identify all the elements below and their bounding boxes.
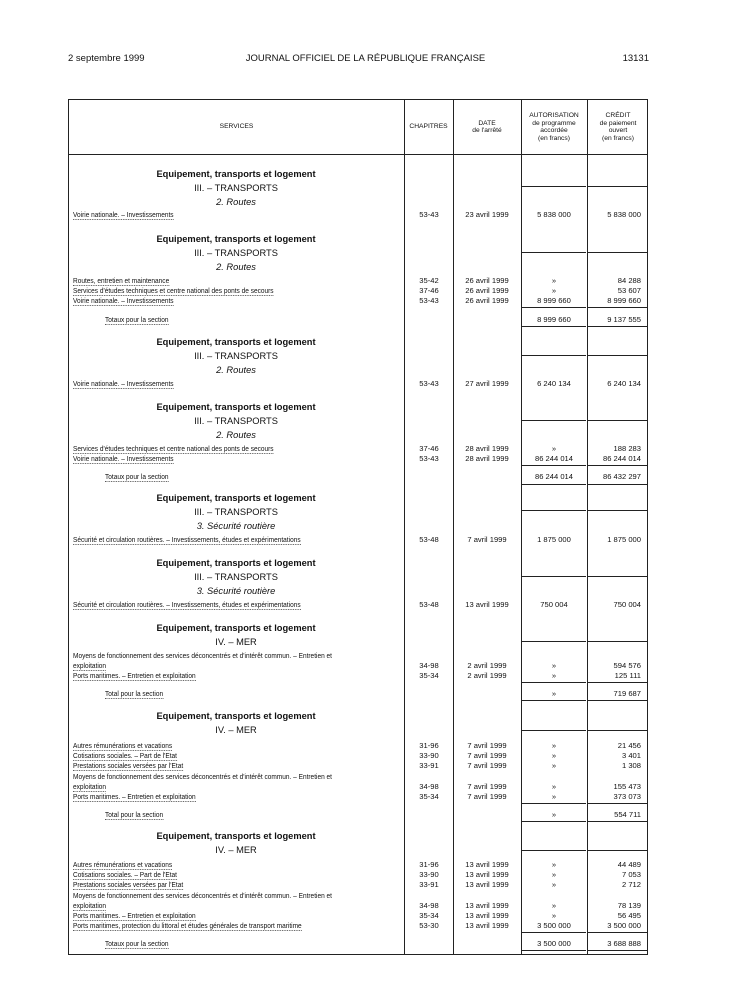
row-label: Voirie nationale. – Investissements bbox=[73, 296, 174, 305]
row-label: Routes, entretien et maintenance bbox=[73, 276, 170, 285]
journal-title: JOURNAL OFFICIEL DE LA RÉPUBLIQUE FRANÇAISE bbox=[245, 53, 486, 64]
header-credit: CRÉDIT de paiement ouvert (en francs) bbox=[599, 112, 637, 142]
row-label: exploitation bbox=[73, 901, 107, 910]
row-autorisation: » bbox=[551, 741, 557, 750]
rule bbox=[588, 682, 647, 683]
row-chapitre: 35-34 bbox=[419, 911, 439, 920]
row-label: Cotisations sociales. – Part de l'Etat bbox=[73, 751, 177, 760]
row-autorisation: » bbox=[551, 761, 557, 770]
rule bbox=[588, 803, 647, 804]
section-heading: IV. – MER bbox=[215, 637, 257, 647]
row-credit: 750 004 bbox=[613, 600, 641, 609]
row-credit: 1 875 000 bbox=[607, 535, 641, 544]
rule bbox=[588, 700, 647, 701]
row-label: Moyens de fonctionnement des services déconcentrés et d'intérêt commun. – Entretien et bbox=[73, 891, 332, 900]
section-heading: III. – TRANSPORTS bbox=[194, 183, 278, 193]
row-credit: 78 139 bbox=[617, 901, 641, 910]
row-label: Prestations sociales versées par l'Etat bbox=[73, 880, 184, 889]
section-heading: 2. Routes bbox=[216, 262, 256, 272]
total-label: Total pour la section bbox=[105, 689, 164, 698]
section-heading: 3. Sécurité routière bbox=[196, 521, 276, 531]
row-autorisation: 750 004 bbox=[540, 600, 568, 609]
row-credit: 3 401 bbox=[621, 751, 641, 760]
row-credit: 3 500 000 bbox=[607, 921, 641, 930]
rule bbox=[588, 730, 647, 731]
row-date: 7 avril 1999 bbox=[467, 792, 507, 801]
rule bbox=[522, 682, 586, 683]
rule bbox=[588, 576, 647, 577]
rule bbox=[588, 186, 647, 187]
header-date: DATE de l'arrêté bbox=[472, 119, 502, 134]
row-autorisation: 6 240 134 bbox=[537, 379, 571, 388]
section-heading: Equipement, transports et logement bbox=[156, 493, 316, 503]
row-chapitre: 37-46 bbox=[419, 444, 439, 453]
row-credit: 6 240 134 bbox=[607, 379, 641, 388]
row-label: Voirie nationale. – Investissements bbox=[73, 379, 174, 388]
table-header-row bbox=[69, 100, 647, 155]
rule bbox=[588, 252, 647, 253]
column-divider bbox=[521, 100, 522, 954]
row-date: 26 avril 1999 bbox=[465, 296, 509, 305]
section-heading: 2. Routes bbox=[216, 365, 256, 375]
credits-table bbox=[68, 99, 648, 955]
rule bbox=[522, 484, 586, 485]
row-chapitre: 31-96 bbox=[419, 860, 439, 869]
row-autorisation: 1 875 000 bbox=[537, 535, 571, 544]
row-date: 13 avril 1999 bbox=[465, 901, 509, 910]
row-chapitre: 53-48 bbox=[419, 600, 439, 609]
section-heading: IV. – MER bbox=[215, 845, 257, 855]
row-chapitre: 35-34 bbox=[419, 792, 439, 801]
section-heading: Equipement, transports et logement bbox=[156, 234, 316, 244]
rule bbox=[588, 821, 647, 822]
row-label: Ports maritimes. – Entretien et exploitation bbox=[73, 911, 196, 920]
row-chapitre: 53-43 bbox=[419, 296, 439, 305]
row-date: 2 avril 1999 bbox=[467, 661, 507, 670]
section-heading: 2. Routes bbox=[216, 197, 256, 207]
row-chapitre: 53-30 bbox=[419, 921, 439, 930]
row-credit: 7 053 bbox=[621, 870, 641, 879]
row-autorisation: 86 244 014 bbox=[534, 454, 573, 463]
row-credit: 373 073 bbox=[613, 792, 641, 801]
row-chapitre: 53-43 bbox=[419, 210, 439, 219]
row-label: Autres rémunérations et vacations bbox=[73, 741, 173, 750]
row-autorisation: » bbox=[551, 276, 557, 285]
total-label: Total pour la section bbox=[105, 810, 164, 819]
row-label: Voirie nationale. – Investissements bbox=[73, 210, 174, 219]
row-credit: 125 111 bbox=[614, 671, 641, 680]
row-date: 13 avril 1999 bbox=[465, 921, 509, 930]
column-divider bbox=[587, 100, 588, 954]
section-heading: 2. Routes bbox=[216, 430, 256, 440]
rule bbox=[522, 821, 586, 822]
row-chapitre: 33-90 bbox=[419, 751, 439, 760]
rule bbox=[522, 465, 586, 466]
row-label: Voirie nationale. – Investissements bbox=[73, 454, 174, 463]
row-credit: 84 288 bbox=[617, 276, 641, 285]
row-chapitre: 34-98 bbox=[419, 901, 439, 910]
rule bbox=[588, 355, 647, 356]
rule bbox=[588, 484, 647, 485]
row-chapitre: 34-98 bbox=[419, 661, 439, 670]
header-autorisation: AUTORISATION de programme accordée (en francs) bbox=[529, 112, 579, 142]
row-autorisation: 3 500 000 bbox=[537, 921, 571, 930]
row-autorisation: » bbox=[551, 860, 557, 869]
rule bbox=[522, 950, 586, 951]
row-autorisation: » bbox=[551, 286, 557, 295]
rule bbox=[588, 950, 647, 951]
rule bbox=[522, 252, 586, 253]
rule bbox=[522, 326, 586, 327]
row-date: 23 avril 1999 bbox=[465, 210, 509, 219]
rule bbox=[588, 420, 647, 421]
row-date: 2 avril 1999 bbox=[467, 671, 507, 680]
row-date: 28 avril 1999 bbox=[465, 444, 509, 453]
column-divider bbox=[404, 100, 405, 954]
rule bbox=[522, 510, 586, 511]
row-chapitre: 33-91 bbox=[419, 761, 439, 770]
row-label: Moyens de fonctionnement des services déconcentrés et d'intérêt commun. – Entretien et bbox=[73, 651, 332, 660]
row-credit: 1 308 bbox=[621, 761, 641, 770]
section-heading: Equipement, transports et logement bbox=[156, 169, 316, 179]
rule bbox=[522, 186, 586, 187]
section-heading: III. – TRANSPORTS bbox=[194, 507, 278, 517]
section-heading: Equipement, transports et logement bbox=[156, 402, 316, 412]
rule bbox=[522, 307, 586, 308]
rule bbox=[588, 307, 647, 308]
rule bbox=[522, 803, 586, 804]
header-services: SERVICES bbox=[219, 123, 254, 131]
section-heading: III. – TRANSPORTS bbox=[194, 351, 278, 361]
rule bbox=[588, 850, 647, 851]
total-label: Totaux pour la section bbox=[105, 939, 169, 948]
section-heading: Equipement, transports et logement bbox=[156, 337, 316, 347]
rule bbox=[522, 420, 586, 421]
row-autorisation: » bbox=[551, 671, 557, 680]
row-credit: 155 473 bbox=[613, 782, 641, 791]
row-autorisation: » bbox=[551, 911, 557, 920]
row-date: 27 avril 1999 bbox=[465, 379, 509, 388]
rule bbox=[522, 932, 586, 933]
row-date: 7 avril 1999 bbox=[467, 761, 507, 770]
row-chapitre: 53-48 bbox=[419, 535, 439, 544]
row-chapitre: 31-96 bbox=[419, 741, 439, 750]
row-date: 7 avril 1999 bbox=[467, 535, 507, 544]
row-credit: 9 137 555 bbox=[607, 315, 641, 324]
section-heading: III. – TRANSPORTS bbox=[194, 248, 278, 258]
row-credit: 2 712 bbox=[621, 880, 641, 889]
row-credit: 53 607 bbox=[617, 286, 641, 295]
row-date: 26 avril 1999 bbox=[465, 276, 509, 285]
row-label: Prestations sociales versées par l'Etat bbox=[73, 761, 184, 770]
row-chapitre: 35-34 bbox=[419, 671, 439, 680]
section-heading: Equipement, transports et logement bbox=[156, 711, 316, 721]
row-credit: 44 489 bbox=[617, 860, 641, 869]
row-date: 13 avril 1999 bbox=[465, 870, 509, 879]
row-autorisation: 3 500 000 bbox=[537, 939, 571, 948]
rule bbox=[522, 700, 586, 701]
row-label: Services d'études techniques et centre national des ponts de secours bbox=[73, 444, 274, 453]
row-chapitre: 35-42 bbox=[419, 276, 439, 285]
row-chapitre: 33-91 bbox=[419, 880, 439, 889]
row-date: 13 avril 1999 bbox=[465, 911, 509, 920]
rule bbox=[588, 932, 647, 933]
section-heading: III. – TRANSPORTS bbox=[194, 572, 278, 582]
row-label: Cotisations sociales. – Part de l'Etat bbox=[73, 870, 177, 879]
column-divider bbox=[453, 100, 454, 954]
row-autorisation: 86 244 014 bbox=[534, 472, 573, 481]
row-credit: 554 711 bbox=[614, 810, 641, 819]
row-credit: 3 688 888 bbox=[607, 939, 641, 948]
row-autorisation: » bbox=[551, 689, 557, 698]
row-credit: 594 576 bbox=[613, 661, 641, 670]
row-chapitre: 33-90 bbox=[419, 870, 439, 879]
rule bbox=[522, 730, 586, 731]
row-chapitre: 53-43 bbox=[419, 454, 439, 463]
row-autorisation: 5 838 000 bbox=[537, 210, 571, 219]
row-credit: 56 495 bbox=[617, 911, 641, 920]
header-chapitres: CHAPITRES bbox=[409, 123, 448, 131]
row-chapitre: 37-46 bbox=[419, 286, 439, 295]
row-label: Services d'études techniques et centre national des ponts de secours bbox=[73, 286, 274, 295]
section-heading: Equipement, transports et logement bbox=[156, 831, 316, 841]
row-chapitre: 34-98 bbox=[419, 782, 439, 791]
row-autorisation: » bbox=[551, 810, 557, 819]
row-autorisation: » bbox=[551, 901, 557, 910]
page-number: 13131 bbox=[622, 53, 649, 64]
row-date: 7 avril 1999 bbox=[467, 751, 507, 760]
row-autorisation: » bbox=[551, 870, 557, 879]
row-credit: 21 456 bbox=[617, 741, 641, 750]
row-date: 28 avril 1999 bbox=[465, 454, 509, 463]
rule bbox=[588, 641, 647, 642]
row-label: exploitation bbox=[73, 661, 107, 670]
section-heading: 3. Sécurité routière bbox=[196, 586, 276, 596]
section-heading: Equipement, transports et logement bbox=[156, 558, 316, 568]
rule bbox=[588, 465, 647, 466]
row-chapitre: 53-43 bbox=[419, 379, 439, 388]
row-label: Autres rémunérations et vacations bbox=[73, 860, 173, 869]
rule bbox=[588, 510, 647, 511]
row-label: Sécurité et circulation routières. – Investissements, études et expérimentations bbox=[73, 600, 301, 609]
total-label: Totaux pour la section bbox=[105, 315, 169, 324]
row-autorisation: » bbox=[551, 880, 557, 889]
total-label: Totaux pour la section bbox=[105, 472, 169, 481]
rule bbox=[588, 326, 647, 327]
row-credit: 188 283 bbox=[613, 444, 641, 453]
section-heading: III. – TRANSPORTS bbox=[194, 416, 278, 426]
row-date: 13 avril 1999 bbox=[465, 600, 509, 609]
row-label: Moyens de fonctionnement des services déconcentrés et d'intérêt commun. – Entretien et bbox=[73, 772, 332, 781]
rule bbox=[522, 355, 586, 356]
row-credit: 8 999 660 bbox=[607, 296, 641, 305]
row-date: 13 avril 1999 bbox=[465, 860, 509, 869]
row-autorisation: » bbox=[551, 444, 557, 453]
row-credit: 5 838 000 bbox=[607, 210, 641, 219]
rule bbox=[522, 641, 586, 642]
row-label: Ports maritimes. – Entretien et exploitation bbox=[73, 792, 196, 801]
row-credit: 86 432 297 bbox=[602, 472, 641, 481]
row-date: 7 avril 1999 bbox=[467, 741, 507, 750]
rule bbox=[522, 850, 586, 851]
row-autorisation: » bbox=[551, 751, 557, 760]
rule bbox=[522, 576, 586, 577]
row-date: 13 avril 1999 bbox=[465, 880, 509, 889]
row-label: exploitation bbox=[73, 782, 107, 791]
page-date: 2 septembre 1999 bbox=[68, 53, 145, 64]
row-autorisation: 8 999 660 bbox=[537, 315, 571, 324]
row-autorisation: » bbox=[551, 782, 557, 791]
section-heading: IV. – MER bbox=[215, 725, 257, 735]
section-heading: Equipement, transports et logement bbox=[156, 623, 316, 633]
row-autorisation: 8 999 660 bbox=[537, 296, 571, 305]
row-autorisation: » bbox=[551, 792, 557, 801]
row-credit: 719 687 bbox=[613, 689, 641, 698]
row-credit: 86 244 014 bbox=[602, 454, 641, 463]
row-label: Ports maritimes. – Entretien et exploitation bbox=[73, 671, 196, 680]
row-label: Ports maritimes, protection du littoral et études générales de transport maritime bbox=[73, 921, 302, 930]
row-label: Sécurité et circulation routières. – Investissements, études et expérimentations bbox=[73, 535, 301, 544]
row-date: 26 avril 1999 bbox=[465, 286, 509, 295]
row-date: 7 avril 1999 bbox=[467, 782, 507, 791]
row-autorisation: » bbox=[551, 661, 557, 670]
